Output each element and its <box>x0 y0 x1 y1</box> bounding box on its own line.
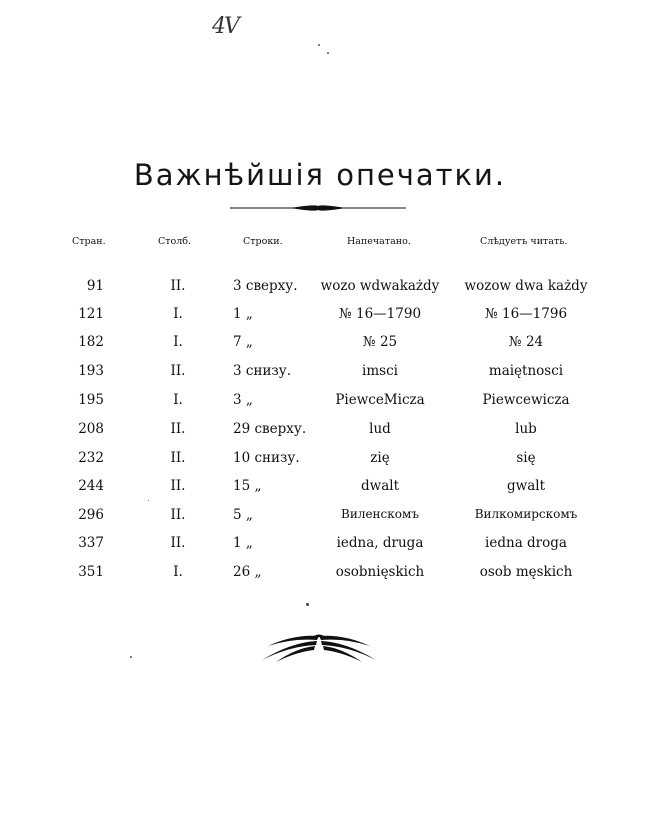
ink-speck <box>318 44 320 46</box>
row-page: 351 <box>78 564 104 580</box>
row-page: 232 <box>78 450 104 466</box>
table-row <box>0 478 650 498</box>
row-page: 91 <box>86 278 104 294</box>
row-page: 193 <box>78 363 104 379</box>
pencil-marginalia: 4V <box>212 14 238 39</box>
title-divider-rule <box>230 201 406 215</box>
ink-speck <box>130 656 132 658</box>
header-printed: Напечатано. <box>347 236 411 247</box>
table-row <box>0 450 650 470</box>
row-printed: zię <box>370 450 390 466</box>
row-should-read: Piewcewicza <box>482 392 570 408</box>
ink-speck <box>306 603 309 606</box>
row-printed: wozo wdwakażdy <box>320 278 440 294</box>
header-line: Строки. <box>243 236 283 247</box>
row-should-read: maiętnosci <box>488 363 564 379</box>
row-page: 195 <box>78 392 104 408</box>
row-printed: № 25 <box>362 334 398 350</box>
row-page: 337 <box>78 535 104 551</box>
row-column: I. <box>173 392 183 408</box>
table-header <box>0 236 650 256</box>
row-should-read: osob męskich <box>479 564 573 580</box>
table-row <box>0 421 650 441</box>
row-line: 10 снизу. <box>233 450 300 466</box>
row-page: 121 <box>78 306 104 322</box>
row-line: 5 „ <box>233 507 253 523</box>
row-column: II. <box>170 450 186 466</box>
table-row <box>0 278 650 298</box>
row-should-read: lub <box>515 421 537 437</box>
row-should-read: wozow dwa każdy <box>464 278 588 294</box>
row-line: 3 сверху. <box>233 278 298 294</box>
row-should-read: gwalt <box>507 478 545 494</box>
row-line: 1 „ <box>233 535 253 551</box>
row-line: 1 „ <box>233 306 253 322</box>
row-column: I. <box>173 306 183 322</box>
row-line: 7 „ <box>233 334 253 350</box>
row-page: 208 <box>78 421 104 437</box>
row-line: 29 сверху. <box>233 421 307 437</box>
row-column: II. <box>170 478 186 494</box>
ink-speck <box>327 52 329 54</box>
table-row <box>0 334 650 354</box>
row-printed: № 16—1790 <box>338 306 422 322</box>
row-should-read: № 24 <box>508 334 544 350</box>
row-column: II. <box>170 421 186 437</box>
row-line: 3 „ <box>233 392 253 408</box>
table-row <box>0 535 650 555</box>
row-should-read: Вилкомирскомъ <box>474 507 578 521</box>
row-column: I. <box>173 334 183 350</box>
row-column: I. <box>173 564 183 580</box>
row-printed: Виленскомъ <box>341 507 419 521</box>
row-line: 15 „ <box>233 478 262 494</box>
header-should-read: Слѣдуетъ читать. <box>480 236 568 247</box>
table-row <box>0 564 650 584</box>
row-column: II. <box>170 507 186 523</box>
row-page: 244 <box>78 478 104 494</box>
row-printed: iedna, druga <box>336 535 424 551</box>
table-row <box>0 363 650 383</box>
ink-speck <box>148 500 149 501</box>
row-printed: lud <box>369 421 391 437</box>
row-printed: imsci <box>362 363 398 379</box>
row-column: II. <box>170 535 186 551</box>
table-row <box>0 306 650 326</box>
tailpiece-ornament <box>254 632 384 664</box>
row-should-read: się <box>516 450 536 466</box>
row-column: II. <box>170 278 186 294</box>
row-page: 296 <box>78 507 104 523</box>
row-should-read: iedna droga <box>485 535 567 551</box>
row-printed: dwalt <box>361 478 399 494</box>
page-title: Важнѣйшія опечатки. <box>133 158 507 192</box>
table-row <box>0 392 650 412</box>
row-page: 182 <box>78 334 104 350</box>
row-printed: PiewceMicza <box>335 392 425 408</box>
row-printed: osobnięskich <box>335 564 425 580</box>
row-should-read: № 16—1796 <box>484 306 568 322</box>
row-line: 3 снизу. <box>233 363 292 379</box>
row-line: 26 „ <box>233 564 262 580</box>
header-column: Столб. <box>158 236 192 247</box>
header-page: Стран. <box>72 236 106 247</box>
row-column: II. <box>170 363 186 379</box>
table-row <box>0 507 650 527</box>
